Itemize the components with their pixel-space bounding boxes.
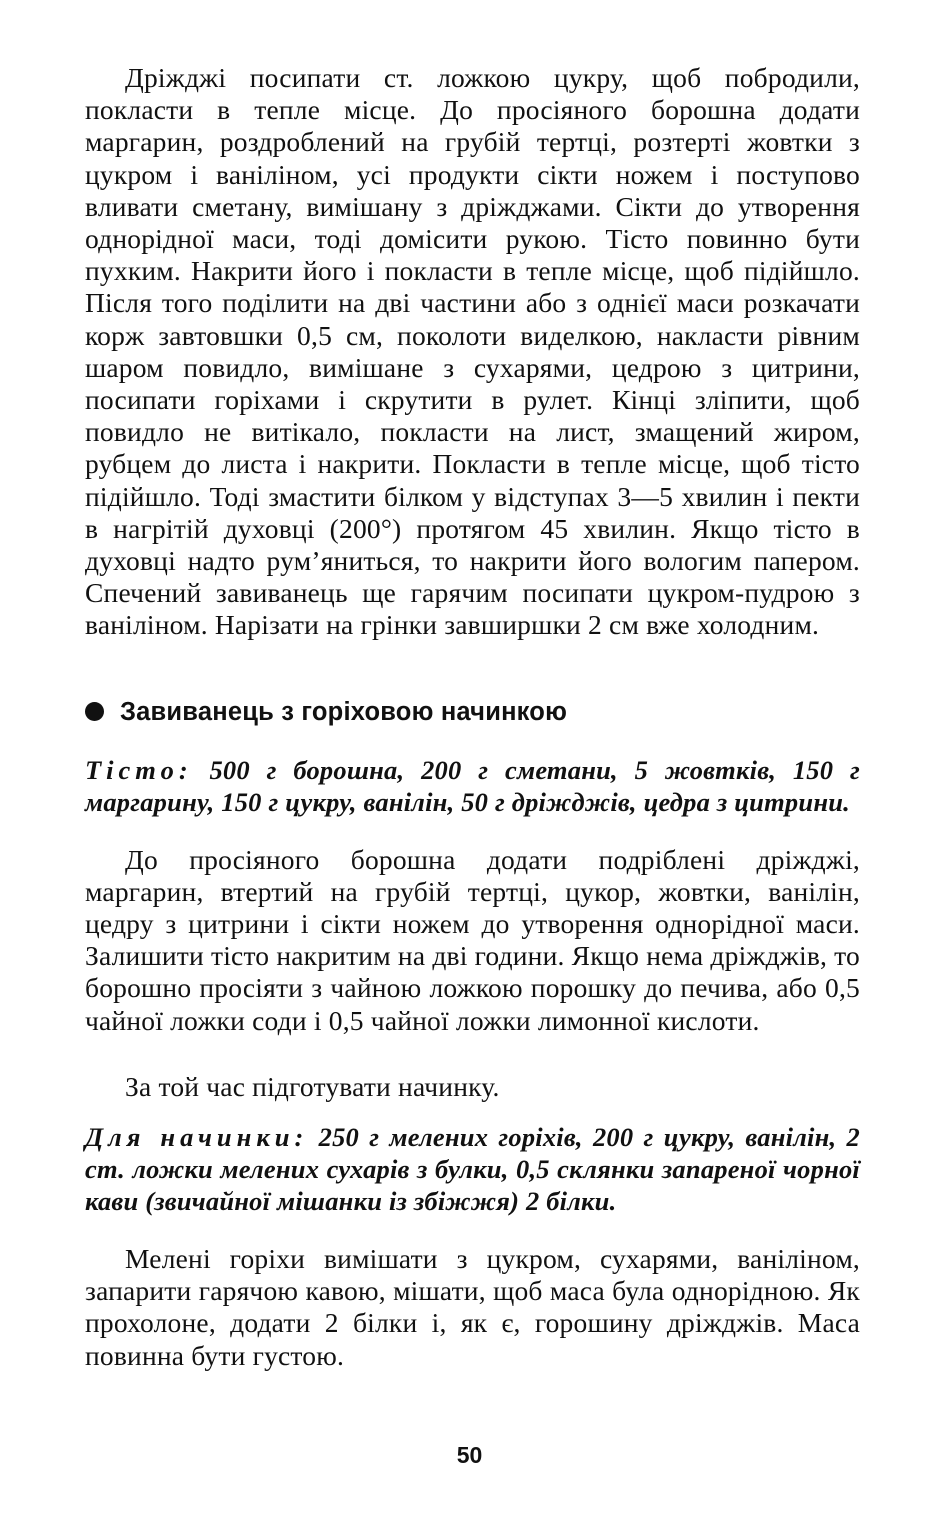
dough-ingredients: [85, 754, 860, 818]
bullet-icon: [85, 702, 104, 721]
filling-list: 250 г мелених горіхів, 200 г цукру, ванілін, 2 ст. ложки мелених сухарів з булки, 0,5 склянки запареної чорної кави (звичайної мішанки із збіжжя) 2 білки.: [85, 1122, 860, 1217]
filling-label: Для начинки:: [85, 1122, 309, 1153]
body-paragraph: Мелені горіхи вимішати з цукром, сухарями, ваніліном, запарити гарячою кавою, мішати, щоб маса була однорідною. Як прохолоне, додати 2 білки і, як є, горошину дріжджів. Маса повинна бути густою.: [85, 1243, 860, 1371]
recipe-heading: [85, 696, 860, 728]
dough-label: Тісто:: [85, 754, 193, 785]
body-paragraph: До просіяного борошна додати подріблені дріжджі, маргарин, втертий на грубій тертці, цукор, жовтки, ванілін, цедру з цитрини і сікти ножем до утворення однорідної маси. Залишити тісто накритим на дві години. Якщо нема дріжджів, то борошно просіяти з чайною ложкою порошку до печива, або 0,5 чайної ложки соди і 0,5 чайної ложки лимонної кислоти.: [85, 843, 860, 1036]
body-paragraph: За той час підготувати начинку.: [125, 1070, 500, 1102]
book-page: [85, 62, 860, 1372]
page-number: 50: [456, 1442, 483, 1468]
filling-ingredients: [85, 1121, 860, 1217]
body-paragraph: Дріжджі посипати ст. ложкою цукру, щоб побродили, покласти в тепле місце. До просіяного борошна додати маргарин, роздроблений на грубій тертці, розтерті жовтки з цукром і ваніліном, усі продукти сікти ножем і поступово вливати сметану, вимішану з дріжджами. Сікти до утворення однорідної маси, тоді домісити рукою. Тісто повинно бути пухким. Накрити його і покласти в тепле місце, щоб підійшло. Після того поділити на дві частини або з однієї маси розкачати корж завтовшки 0,5 см, поколоти виделкою, накласти рівним шаром повидло, вимішане з сухарями, цедрою з цитрини, посипати горіхами і скрутити в рулет. Кінці зліпити, щоб повидло не витікало, покласти на лист, змащений жиром, рубцем до листа і накрити. Покласти в тепле місце, щоб тісто підійшло. Тоді змастити білком у відступах 3—5 хвилин і пекти в нагрітій духовці (200°) протягом 45 хвилин. Якщо тісто в духовці надто рум’яниться, то накрити його вологим папером. Спечений завиванець ще гарячим посипати цукром-пудрою з ваніліном. Нарізати на грінки завширшки 2 см вже холодним.: [85, 62, 860, 641]
dough-list: 500 г борошна, 200 г сметани, 5 жовтків, 150 г маргарину, 150 г цукру, ванілін, 50 г дріжджів, цедра з цитрини.: [85, 754, 860, 817]
recipe-title: Завиванець з горіховою начинкою: [120, 697, 568, 726]
